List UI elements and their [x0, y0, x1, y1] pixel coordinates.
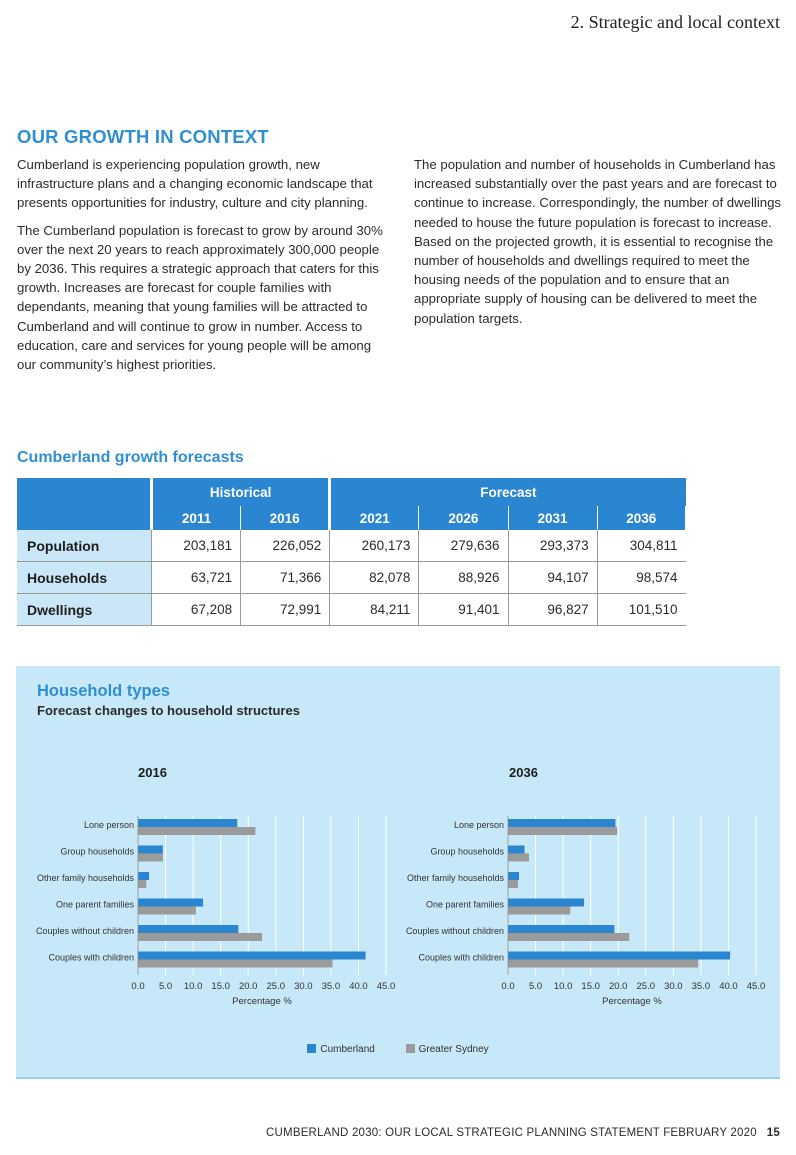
bar-cumberland: [508, 925, 614, 933]
section-heading: OUR GROWTH IN CONTEXT: [17, 126, 269, 147]
bar-greater-sydney: [138, 933, 262, 941]
bar-greater-sydney: [138, 907, 196, 915]
table-cell: 226,052: [241, 530, 330, 562]
category-label: Couples without children: [35, 926, 134, 936]
table-cell: 260,173: [330, 530, 419, 562]
x-tick-label: 30.0: [294, 981, 313, 992]
table-row: [17, 594, 686, 626]
household-types-panel: [16, 666, 780, 1079]
bar-chart-2016: [16, 806, 396, 1026]
x-tick-label: 0.0: [501, 981, 515, 992]
year-header: 2026: [419, 506, 508, 530]
legend-label: Cumberland: [320, 1044, 375, 1055]
bar-cumberland: [138, 952, 366, 960]
right-column: [414, 155, 784, 336]
category-label: Lone person: [83, 820, 134, 830]
x-tick-label: 30.0: [664, 981, 683, 992]
legend-swatch: [406, 1044, 415, 1053]
table-cell: 98,574: [597, 562, 685, 594]
year-header: 2031: [508, 506, 597, 530]
table-title: Cumberland growth forecasts: [17, 449, 244, 466]
bar-greater-sydney: [508, 933, 629, 941]
legend-item-cumberland: [307, 1044, 374, 1055]
year-header: 2016: [241, 506, 330, 530]
legend-label: Greater Sydney: [418, 1044, 489, 1055]
bar-cumberland: [508, 872, 519, 880]
bar-cumberland: [138, 872, 149, 880]
table-cell: 67,208: [152, 594, 241, 626]
x-tick-label: 15.0: [581, 981, 600, 992]
x-tick-label: 45.0: [376, 981, 396, 992]
table-cell: 72,991: [241, 594, 330, 626]
chart-title-2016: 2016: [138, 765, 167, 780]
table-cell: 304,811: [597, 530, 685, 562]
bar-cumberland: [508, 899, 584, 907]
category-label: Couples with children: [418, 952, 504, 963]
growth-forecast-table: [17, 478, 686, 626]
page-number: 15: [766, 1127, 780, 1139]
bar-greater-sydney: [508, 827, 617, 835]
table-cell: 88,926: [419, 562, 508, 594]
bar-cumberland: [508, 819, 615, 827]
page-footer: [266, 1127, 780, 1139]
category-label: Couples with children: [48, 952, 134, 963]
chart-panel-title: Household types: [37, 682, 170, 700]
x-tick-label: 10.0: [553, 981, 573, 992]
table-row: [17, 562, 686, 594]
bar-chart-2036: [386, 806, 766, 1026]
category-label: One parent families: [425, 899, 504, 910]
x-tick-label: 10.0: [183, 981, 203, 992]
x-axis-label: Percentage %: [232, 996, 292, 1007]
x-tick-label: 40.0: [349, 981, 368, 992]
category-label: Group households: [60, 846, 134, 857]
chart-panel-subtitle: Forecast changes to household structures: [37, 703, 300, 718]
bar-greater-sydney: [508, 854, 529, 862]
x-axis-label: Percentage %: [602, 996, 662, 1007]
bar-greater-sydney: [138, 960, 333, 968]
paragraph: The Cumberland population is forecast to grow by around 30% over the next 20 years to reach approximately 300,000 people by 2036. This requires a strategic approach that caters for this growth. Increases are forecast for couple families with dependants, meaning that young families will be attracted to Cumberland and will continue to grow in number. Access to education, care and services for young people will be among our community’s highest priorities.: [17, 222, 383, 373]
table-cell: 82,078: [330, 562, 419, 594]
paragraph: The population and number of households in Cumberland has increased substantially over the past years and are forecast to continue to increase. Correspondingly, the number of dwellings needed to house the future population is forecast to increase. Based on the projected growth, it is essential to recognise the number of households and dwellings required to meet the housing needs of the population and to ensure that an appropriate supply of housing can be delivered to meet the population targets.: [414, 157, 782, 326]
table-cell: 279,636: [419, 530, 508, 562]
table-cell: 293,373: [508, 530, 597, 562]
x-tick-label: 25.0: [266, 981, 286, 992]
x-tick-label: 35.0: [321, 981, 341, 992]
bar-cumberland: [138, 925, 238, 933]
table-row: [17, 530, 686, 562]
year-header: 2021: [330, 506, 419, 530]
table-corner: [17, 478, 152, 530]
x-tick-label: 0.0: [131, 981, 145, 992]
row-label: Population: [17, 530, 152, 562]
bar-cumberland: [508, 846, 525, 854]
category-label: Other family households: [406, 873, 504, 883]
legend-item-greater-sydney: [406, 1044, 489, 1055]
x-tick-label: 20.0: [608, 981, 628, 992]
legend-swatch: [307, 1044, 316, 1053]
table-cell: 101,510: [597, 594, 685, 626]
bar-cumberland: [138, 846, 163, 854]
row-label: Dwellings: [17, 594, 152, 626]
category-label: Group households: [430, 846, 504, 857]
year-header: 2011: [152, 506, 241, 530]
table-cell: 203,181: [152, 530, 241, 562]
category-label: Lone person: [453, 820, 504, 830]
bar-cumberland: [508, 952, 730, 960]
paragraph: Cumberland is experiencing population growth, new infrastructure plans and a changing economic landscape that presents opportunities for industry, culture and city planning.: [17, 157, 373, 211]
x-tick-label: 45.0: [746, 981, 766, 992]
table-cell: 96,827: [508, 594, 597, 626]
bar-greater-sydney: [508, 880, 518, 888]
table-cell: 94,107: [508, 562, 597, 594]
year-header: 2036: [597, 506, 685, 530]
left-column: [17, 155, 383, 382]
chart-title-2036: 2036: [509, 765, 538, 780]
group-header-forecast: Forecast: [330, 478, 686, 506]
bar-cumberland: [138, 899, 203, 907]
table-cell: 63,721: [152, 562, 241, 594]
bar-greater-sydney: [508, 960, 698, 968]
bar-greater-sydney: [508, 907, 570, 915]
table-cell: 84,211: [330, 594, 419, 626]
group-header-historical: Historical: [152, 478, 330, 506]
table-cell: 91,401: [419, 594, 508, 626]
bar-greater-sydney: [138, 880, 146, 888]
x-tick-label: 5.0: [528, 981, 543, 992]
x-tick-label: 40.0: [719, 981, 738, 992]
x-tick-label: 5.0: [158, 981, 173, 992]
chart-legend: [16, 1044, 780, 1055]
bar-greater-sydney: [138, 827, 255, 835]
x-tick-label: 15.0: [211, 981, 230, 992]
table-cell: 71,366: [241, 562, 330, 594]
category-label: Couples without children: [405, 926, 504, 936]
bar-cumberland: [138, 819, 237, 827]
category-label: Other family households: [36, 873, 134, 883]
x-tick-label: 20.0: [238, 981, 258, 992]
row-label: Households: [17, 562, 152, 594]
x-tick-label: 35.0: [691, 981, 711, 992]
section-header: 2. Strategic and local context: [570, 12, 780, 32]
footer-text: CUMBERLAND 2030: OUR LOCAL STRATEGIC PLANNING STATEMENT FEBRUARY 2020: [266, 1127, 757, 1139]
x-tick-label: 25.0: [636, 981, 656, 992]
bar-greater-sydney: [138, 854, 163, 862]
category-label: One parent families: [55, 899, 134, 910]
